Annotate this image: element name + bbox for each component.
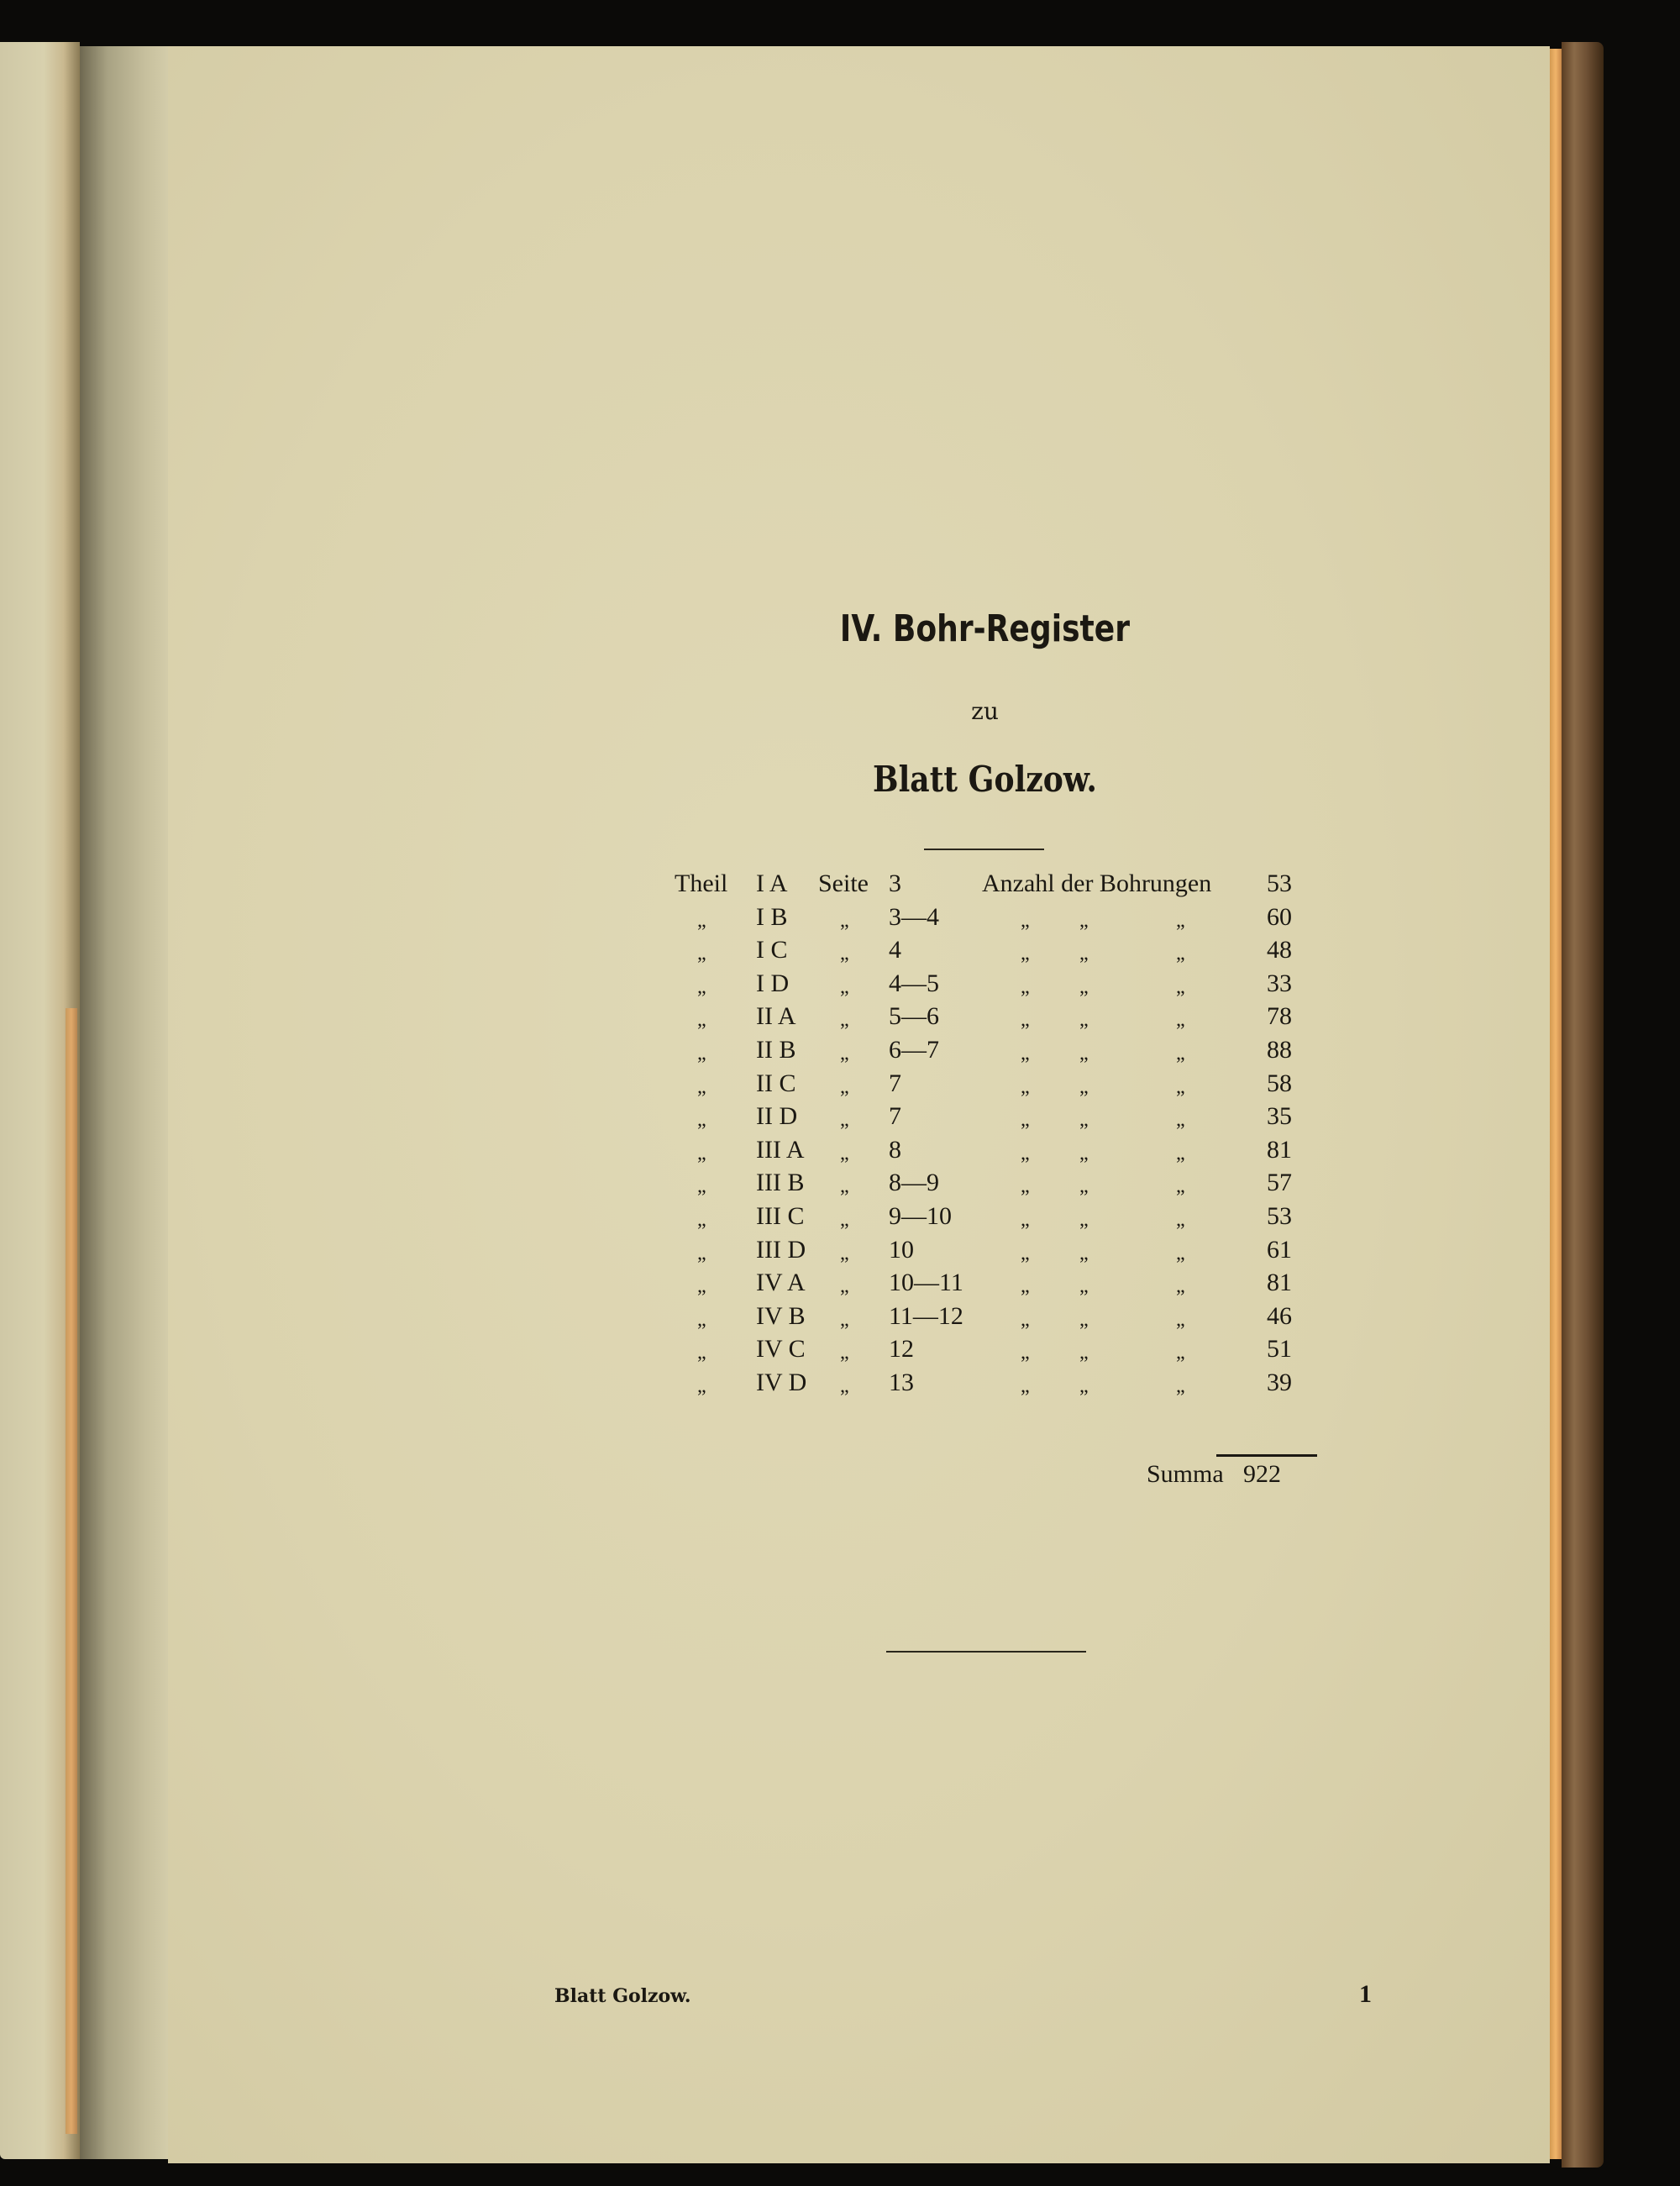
register-cell-theil: „ bbox=[697, 1242, 706, 1264]
register-cell-part: IV D bbox=[756, 1369, 807, 1396]
register-row bbox=[168, 1269, 1550, 1302]
register-cell-pages: 7 bbox=[889, 1102, 901, 1131]
register-cell-d1: „ bbox=[1021, 1209, 1030, 1231]
title-connector: zu bbox=[971, 697, 999, 725]
register-cell-d3: „ bbox=[1176, 1175, 1185, 1198]
register-cell-seite: „ bbox=[840, 1209, 849, 1231]
register-cell-count: 53 bbox=[1267, 870, 1292, 897]
register-cell-d1: „ bbox=[1021, 1242, 1030, 1264]
register-cell-d1: „ bbox=[1021, 1308, 1030, 1331]
bottom-divider bbox=[886, 1651, 1086, 1653]
sheet-title: Blatt Golzow. bbox=[873, 759, 1097, 800]
register-cell-d3: „ bbox=[1176, 975, 1185, 998]
register-row bbox=[168, 1069, 1550, 1103]
register-cell-d3: „ bbox=[1176, 1142, 1185, 1164]
register-cell-d1: „ bbox=[1021, 1175, 1030, 1198]
register-cell-d2: „ bbox=[1079, 1275, 1089, 1298]
register-row bbox=[168, 903, 1550, 937]
register-cell-d3: „ bbox=[1176, 1342, 1185, 1364]
register-row bbox=[168, 1036, 1550, 1069]
register-cell-anzahl: Anzahl der Bohrungen bbox=[982, 870, 1212, 897]
page-number: 1 bbox=[1359, 1980, 1372, 2008]
register-cell-part: III D bbox=[756, 1235, 806, 1264]
register-cell-part: II D bbox=[756, 1102, 798, 1131]
book-cover-edge bbox=[1562, 42, 1604, 2168]
register-cell-d2: „ bbox=[1079, 1209, 1089, 1231]
register-cell-count: 53 bbox=[1267, 1202, 1292, 1230]
register-cell-part: I D bbox=[756, 969, 790, 997]
register-cell-count: 88 bbox=[1267, 1036, 1292, 1064]
summa-label: Summa bbox=[1147, 1460, 1224, 1488]
register-cell-pages: 3—4 bbox=[889, 902, 939, 931]
register-row bbox=[168, 1302, 1550, 1336]
register-cell-d2: „ bbox=[1079, 1242, 1089, 1264]
register-cell-count: 46 bbox=[1267, 1301, 1292, 1330]
register-cell-d3: „ bbox=[1176, 1075, 1185, 1098]
register-cell-part: III C bbox=[756, 1202, 805, 1230]
register-cell-pages: 5—6 bbox=[889, 1002, 939, 1031]
register-cell-d1: „ bbox=[1021, 1142, 1030, 1164]
register-cell-d2: „ bbox=[1079, 1075, 1089, 1098]
register-cell-count: 58 bbox=[1267, 1069, 1292, 1097]
register-cell-count: 61 bbox=[1267, 1235, 1292, 1264]
register-cell-pages: 4 bbox=[889, 936, 901, 964]
register-cell-pages: 3 bbox=[889, 870, 901, 897]
register-cell-part: I C bbox=[756, 936, 788, 964]
register-cell-d1: „ bbox=[1021, 943, 1030, 965]
register-cell-d1: „ bbox=[1021, 1275, 1030, 1298]
register-cell-pages: 8—9 bbox=[889, 1169, 939, 1197]
register-cell-seite: „ bbox=[840, 1275, 849, 1298]
register-title: IV. Bohr-Register bbox=[839, 607, 1131, 650]
document-page bbox=[168, 46, 1550, 2163]
register-cell-d2: „ bbox=[1079, 1175, 1089, 1198]
register-cell-count: 33 bbox=[1267, 969, 1292, 997]
register-cell-d3: „ bbox=[1176, 1275, 1185, 1298]
register-cell-part: I B bbox=[756, 902, 788, 931]
register-cell-d3: „ bbox=[1176, 1375, 1185, 1397]
register-cell-d1: „ bbox=[1021, 1043, 1030, 1064]
register-cell-d1: „ bbox=[1021, 1109, 1030, 1132]
register-cell-theil: „ bbox=[697, 975, 706, 998]
register-row bbox=[168, 1002, 1550, 1036]
register-row bbox=[168, 1369, 1550, 1402]
register-cell-theil: „ bbox=[697, 1275, 706, 1298]
register-row bbox=[168, 1335, 1550, 1369]
register-cell-pages: 11—12 bbox=[889, 1301, 963, 1330]
register-cell-d3: „ bbox=[1176, 1009, 1185, 1032]
register-cell-pages: 6—7 bbox=[889, 1036, 939, 1064]
register-cell-theil: „ bbox=[697, 1043, 706, 1064]
register-cell-theil: „ bbox=[697, 1342, 706, 1364]
register-cell-part: III A bbox=[756, 1135, 805, 1164]
register-cell-seite: „ bbox=[840, 1308, 849, 1331]
register-cell-pages: 8 bbox=[889, 1135, 901, 1164]
register-cell-part: II B bbox=[756, 1036, 796, 1064]
register-cell-d3: „ bbox=[1176, 1043, 1185, 1064]
register-cell-d3: „ bbox=[1176, 1242, 1185, 1264]
register-cell-count: 81 bbox=[1267, 1135, 1292, 1164]
register-cell-d2: „ bbox=[1079, 1342, 1089, 1364]
register-cell-seite: „ bbox=[840, 1075, 849, 1098]
register-cell-d1: „ bbox=[1021, 1342, 1030, 1364]
register-row bbox=[168, 870, 1550, 903]
register-cell-seite: Seite bbox=[818, 870, 869, 897]
register-cell-d2: „ bbox=[1079, 1109, 1089, 1132]
register-cell-part: IV A bbox=[756, 1269, 806, 1297]
register-cell-part: III B bbox=[756, 1169, 805, 1197]
register-cell-count: 48 bbox=[1267, 936, 1292, 964]
register-cell-theil: „ bbox=[697, 1075, 706, 1098]
register-cell-d3: „ bbox=[1176, 1209, 1185, 1231]
register-cell-theil: „ bbox=[697, 909, 706, 932]
register-cell-part: IV C bbox=[756, 1335, 806, 1364]
register-cell-count: 78 bbox=[1267, 1002, 1292, 1031]
register-cell-d2: „ bbox=[1079, 975, 1089, 998]
register-row bbox=[168, 970, 1550, 1003]
register-cell-seite: „ bbox=[840, 975, 849, 998]
register-cell-theil: „ bbox=[697, 1209, 706, 1231]
register-cell-part: II C bbox=[756, 1069, 796, 1097]
register-row bbox=[168, 1236, 1550, 1269]
register-cell-d3: „ bbox=[1176, 909, 1185, 932]
register-cell-theil: Theil bbox=[675, 870, 728, 897]
register-row bbox=[168, 1136, 1550, 1169]
register-row bbox=[168, 936, 1550, 970]
register-row bbox=[168, 1202, 1550, 1236]
register-cell-part: II A bbox=[756, 1002, 796, 1031]
register-cell-count: 81 bbox=[1267, 1269, 1292, 1297]
register-cell-count: 60 bbox=[1267, 902, 1292, 931]
sum-rule bbox=[1216, 1454, 1317, 1457]
register-cell-seite: „ bbox=[840, 1342, 849, 1364]
book-gutter bbox=[80, 46, 172, 2159]
register-cell-d3: „ bbox=[1176, 1308, 1185, 1331]
register-cell-seite: „ bbox=[840, 1375, 849, 1397]
register-cell-seite: „ bbox=[840, 1142, 849, 1164]
register-cell-seite: „ bbox=[840, 909, 849, 932]
register-cell-part: IV B bbox=[756, 1301, 806, 1330]
register-cell-seite: „ bbox=[840, 943, 849, 965]
register-row bbox=[168, 1169, 1550, 1202]
register-cell-theil: „ bbox=[697, 1009, 706, 1032]
register-cell-d1: „ bbox=[1021, 909, 1030, 932]
register-cell-pages: 10—11 bbox=[889, 1269, 963, 1297]
register-cell-d2: „ bbox=[1079, 1308, 1089, 1331]
register-cell-pages: 9—10 bbox=[889, 1202, 952, 1230]
register-cell-d3: „ bbox=[1176, 1109, 1185, 1132]
register-cell-count: 39 bbox=[1267, 1369, 1292, 1396]
register-cell-pages: 7 bbox=[889, 1069, 901, 1097]
register-cell-seite: „ bbox=[840, 1009, 849, 1032]
register-cell-d2: „ bbox=[1079, 1043, 1089, 1064]
summa-value: 922 bbox=[1243, 1460, 1281, 1488]
register-cell-d1: „ bbox=[1021, 1009, 1030, 1032]
title-divider bbox=[924, 849, 1044, 850]
register-cell-seite: „ bbox=[840, 1175, 849, 1198]
register-cell-pages: 4—5 bbox=[889, 969, 939, 997]
register-cell-seite: „ bbox=[840, 1109, 849, 1132]
register-cell-d3: „ bbox=[1176, 943, 1185, 965]
register-cell-pages: 13 bbox=[889, 1369, 914, 1396]
register-cell-d2: „ bbox=[1079, 943, 1089, 965]
register-cell-pages: 12 bbox=[889, 1335, 914, 1364]
register-cell-theil: „ bbox=[697, 1175, 706, 1198]
register-cell-d1: „ bbox=[1021, 1075, 1030, 1098]
footer-sheet-name: Blatt Golzow. bbox=[554, 1985, 691, 2007]
register-cell-count: 51 bbox=[1267, 1335, 1292, 1364]
register-cell-theil: „ bbox=[697, 943, 706, 965]
register-cell-theil: „ bbox=[697, 1308, 706, 1331]
register-cell-d2: „ bbox=[1079, 1009, 1089, 1032]
facing-page-colored-edge bbox=[66, 1008, 77, 2134]
register-cell-seite: „ bbox=[840, 1242, 849, 1264]
register-cell-d2: „ bbox=[1079, 909, 1089, 932]
register-cell-d2: „ bbox=[1079, 1142, 1089, 1164]
register-cell-count: 35 bbox=[1267, 1102, 1292, 1131]
register-row bbox=[168, 1102, 1550, 1136]
register-cell-d1: „ bbox=[1021, 1375, 1030, 1397]
register-cell-theil: „ bbox=[697, 1375, 706, 1397]
register-cell-d1: „ bbox=[1021, 975, 1030, 998]
page-block-edge bbox=[1550, 49, 1562, 2159]
register-cell-pages: 10 bbox=[889, 1235, 914, 1264]
register-cell-theil: „ bbox=[697, 1109, 706, 1132]
register-cell-d2: „ bbox=[1079, 1375, 1089, 1397]
register-cell-theil: „ bbox=[697, 1142, 706, 1164]
register-cell-part: I A bbox=[756, 870, 788, 897]
register-cell-count: 57 bbox=[1267, 1169, 1292, 1197]
register-cell-seite: „ bbox=[840, 1043, 849, 1064]
